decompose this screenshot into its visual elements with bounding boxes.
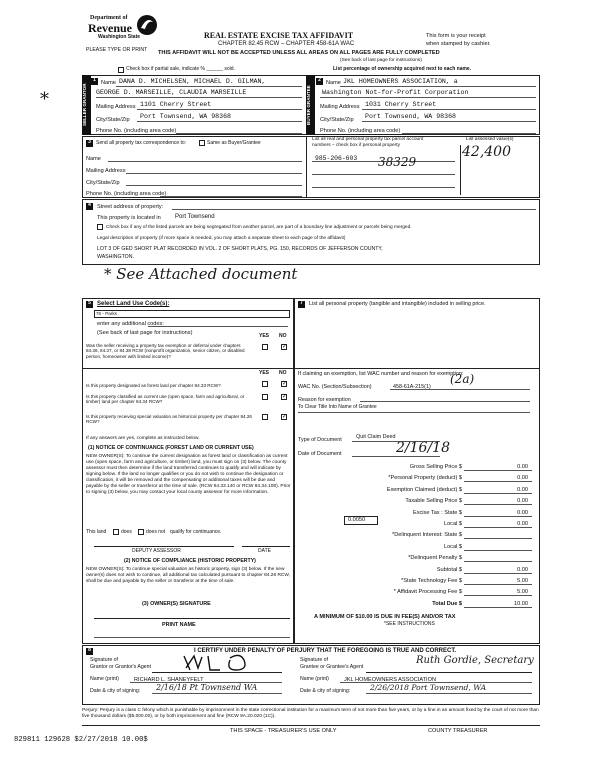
tax-row-label: Gross Selling Price $	[409, 464, 462, 470]
section-5-num: 5	[86, 301, 93, 308]
local-rate-value: 0.0050	[348, 517, 366, 523]
tax-row-label: *Personal Property (deduct) $	[388, 475, 462, 482]
q-exempt-no[interactable]: ✓	[282, 344, 288, 350]
tax-row-value[interactable]: 5.00	[517, 578, 528, 584]
perjury-note: Perjury: Perjury is a class C felony which is punishable by imprisonment in the state correctional institution for a maximum term of not more than five years, or by a fine in an amount fixed by the court of not more than five thousand dollars ($5,000.00), or by both imprisonment and fine (RCW 9A.20.020 (1C)).	[82, 708, 539, 720]
tax-row-value[interactable]: 0.00	[517, 498, 528, 505]
grantee-date[interactable]: 2/26/2018 Port Townsend, WA	[370, 683, 487, 692]
if-yes-text: If any answers are yes, complete as instructed below.	[86, 436, 200, 441]
tax-row-value[interactable]: 0.00	[517, 486, 528, 493]
receipt-note-2: when stamped by cashier.	[426, 41, 491, 47]
s5-see-back: (See back of last page for instructions)	[97, 330, 193, 336]
grantor-name-label: Name (print)	[90, 676, 119, 682]
revenue-text: Revenue	[88, 21, 132, 35]
section-3-num: 3	[86, 140, 93, 147]
q-historic-yes[interactable]	[262, 414, 268, 420]
tax-row-label: *Delinquent Interest: State $	[392, 532, 462, 539]
q-exempt: Was the seller receiving a property tax exemption or deferral under chapters 84.36, 84.37, or 84.38 RCW (nonprofit organization, senior citizen, or disabled person, homeowner with limited income)?	[86, 343, 245, 359]
revenue-logo-icon	[136, 14, 158, 36]
tax-row-label: *State Technology Fee $	[401, 578, 462, 584]
margin-star: *	[40, 89, 49, 110]
seller-phone-label: Phone No. (including area code)	[96, 128, 177, 134]
tax-row-label: Subtotal $	[436, 566, 462, 573]
seller-name-2[interactable]: GEORGE D. MARSEILLE, CLAUDIA MARSEILLE	[96, 89, 247, 96]
continuance-body: NEW OWNER(S): To continue the current designation as forest land or classification as current use (open space, farm and agriculture, or timber) land, you must sign on (3) below. The county assessor must then determine if the land transferred continues to qualify and will indicate by signing below. If the land no longer qualifies or you do not wish to continue the designation or classification, it will be removed and the compensating or additional taxes will be due and payable by the seller or transferor at the time of sale. (RCW 84.33.140 or RCW 84.34.108). Prior to signing (3) below, you may contact your local county assessor for more information.	[86, 454, 291, 495]
seller-mailing-label: Mailing Address	[96, 104, 136, 110]
buyer-name-label: Name	[326, 80, 341, 86]
county-treasurer-label: COUNTY TREASURER	[428, 728, 488, 734]
owner-signature-label: (3) OWNER(S) SIGNATURE	[142, 601, 211, 607]
land-use-label: Select Land Use Code(s):	[97, 301, 170, 307]
exemption-question: If claiming an exemption, list WAC number and reason for exemption:	[298, 371, 464, 377]
grantee-name-label: Name (print)	[300, 676, 329, 682]
no-header-2: NO	[279, 370, 287, 376]
tax-row-value[interactable]: 10.00	[514, 600, 528, 607]
buyer-mailing-label: Mailing Address	[320, 104, 360, 110]
same-as-buyer-checkbox[interactable]	[199, 140, 205, 146]
yes-header-1: YES	[259, 333, 270, 339]
wac-handwritten: (2a)	[450, 372, 475, 386]
grantor-name[interactable]: RICHARD L. SHANEYFELT	[134, 677, 204, 683]
see-back-text: (See back of last page for instructions)	[340, 58, 422, 63]
tax-row-label: Excise Tax : State $	[412, 509, 462, 516]
q-forest-yes[interactable]	[262, 381, 268, 387]
tax-row-label: * Affidavit Processing Fee $	[393, 589, 462, 596]
tax-row-value[interactable]: 0.00	[517, 475, 528, 482]
s3-name-label: Name	[86, 156, 101, 162]
q-forest-no[interactable]: ✓	[282, 381, 288, 387]
grantee-date-label: Date & city of signing:	[300, 688, 351, 694]
percentage-note: List percentage of ownership acquired next to each name.	[333, 66, 472, 72]
tax-row-label: Local $	[443, 521, 462, 527]
reason-label: Reason for exemption	[298, 397, 351, 403]
send-to-label: Send all property tax correspondence to:	[96, 140, 187, 146]
section-4-num: 4	[86, 203, 93, 210]
treasurer-stamp: 829811 129628 $2/27/2018 10.00$	[14, 736, 148, 744]
s3-mailing-label: Mailing Address	[86, 168, 126, 174]
q-current-use-yes[interactable]	[262, 394, 268, 400]
reason-value[interactable]: To Clear Title Into Name of Grantee	[298, 404, 377, 410]
handwritten-assessed-value: 42,400	[462, 144, 511, 160]
state-text: Washington State	[98, 34, 141, 40]
historic-title: (2) NOTICE OF COMPLIANCE (HISTORIC PROPERTY)	[124, 558, 256, 564]
grantor-sig-label-2: Grantor or Grantor's Agent	[90, 664, 151, 670]
buyer-city[interactable]: Port Townsend, WA 98368	[365, 113, 457, 120]
tax-row-label: Local $	[443, 543, 462, 550]
q-historic-no[interactable]: ✓	[282, 414, 288, 420]
seller-tab: SELLER GRANTOR	[82, 75, 91, 135]
receipt-note-1: This form is your receipt	[426, 33, 486, 39]
seller-city[interactable]: Port Townsend, WA 98368	[140, 113, 232, 120]
wac-value[interactable]: 458-61A-215(1)	[393, 384, 431, 390]
grantor-sig-label-1: Signature of	[90, 657, 118, 663]
deputy-date-label: DATE	[258, 548, 271, 554]
q-current-use-no[interactable]: ✓	[282, 394, 288, 400]
tax-row-value[interactable]: 0.00	[517, 566, 528, 573]
land-does-label: This land	[86, 529, 107, 535]
buyer-mailing[interactable]: 1031 Cherry Street	[365, 101, 437, 108]
grantee-sig-label-2: Grantee or Grantee's Agent	[300, 664, 364, 670]
no-header-1: NO	[279, 333, 287, 339]
treasurer-space-label: THIS SPACE - TREASURER'S USE ONLY	[230, 728, 337, 734]
s3-phone-label: Phone No. (including area code)	[86, 191, 167, 197]
grantee-signature: Ruth Gordie, Secretary	[416, 655, 534, 666]
tax-row-label: *Delinquent Penalty $	[408, 555, 462, 562]
street-address-label: Street address of property:	[97, 204, 164, 210]
located-in-value[interactable]: Port Townsend	[175, 214, 215, 220]
qualify-label: qualify for continuance.	[170, 529, 222, 535]
does-not-checkbox[interactable]	[138, 529, 144, 535]
tax-row-label: Exemption Claimed (deduct) $	[386, 486, 462, 493]
grantor-signature-image	[180, 652, 270, 674]
personal-property-label: List all personal property (tangible and intangible) included in selling price.	[309, 301, 486, 307]
assessed-label: List assessed value(s)	[466, 137, 514, 142]
tax-row-value[interactable]: 0.00	[517, 509, 528, 516]
doc-date-value[interactable]: 2/16/18	[396, 440, 450, 456]
chapter-text: CHAPTER 82.45 RCW – CHAPTER 458-61A WAC	[218, 41, 355, 47]
seller-name-1[interactable]: DANA D. MICHELSEN, MICHAEL D. GILMAN,	[119, 78, 266, 85]
seller-mailing[interactable]: 1101 Cherry Street	[140, 101, 212, 108]
certify-text: I CERTIFY UNDER PENALTY OF PERJURY THAT THE FOREGOING IS TRUE AND CORRECT.	[194, 648, 457, 654]
partial-sale-checkbox[interactable]	[118, 67, 124, 73]
same-as-buyer-label: Same as Buyer/Grantee	[207, 140, 261, 146]
q-exempt-yes[interactable]	[262, 344, 268, 350]
see-instructions-note: *SEE INSTRUCTIONS	[384, 621, 435, 627]
does-label: does	[121, 529, 132, 535]
does-not-label: does not	[146, 529, 166, 535]
grantor-date-label: Date & city of signing:	[90, 688, 141, 694]
buyer-tab: BUYER GRANTEE	[306, 75, 315, 135]
type-or-print: PLEASE TYPE OR PRINT	[86, 47, 148, 53]
buyer-name-2[interactable]: Washington Not-for-Profit Corporation	[322, 89, 469, 96]
handwritten-attached-note: * See Attached document	[104, 265, 298, 283]
print-name-label: PRINT NAME	[162, 622, 196, 628]
grantor-date[interactable]: 2/16/18 Pt Townsend WA	[156, 683, 258, 692]
list-parcels-label: List all real and personal property tax parcel account numbers – check box if personal property	[312, 137, 424, 148]
grantee-name[interactable]: JKL HOMEOWNERS ASSOCIATION	[344, 677, 436, 683]
seller-city-label: City/State/Zip	[96, 117, 130, 123]
tax-row-value[interactable]: 5.00	[517, 589, 528, 596]
q-historic: Is this property receiving special valuation as historical property per chapter 84.26 RCW?	[86, 414, 252, 425]
tax-row-label: Taxable Selling Price $	[405, 498, 462, 505]
tax-row-label: Total Due $	[432, 600, 462, 607]
warning-text: THIS AFFIDAVIT WILL NOT BE ACCEPTED UNLESS ALL AREAS ON ALL PAGES ARE FULLY COMPLETED	[158, 50, 440, 56]
additional-codes-label: enter any additional codes:	[97, 321, 164, 327]
s3-city-label: City/State/Zip	[86, 180, 120, 186]
minimum-note: A MINIMUM OF $10.00 IS DUE IN FEE(S) AND/OR TAX	[314, 614, 456, 620]
legal-desc-label: Legal description of property (if more space is needed, you may attach a separate sheet to each page of the affidavit)	[97, 236, 346, 241]
handwritten-parcel: 38329	[378, 155, 417, 169]
yes-header-2: YES	[259, 370, 270, 376]
legal-desc-line-2[interactable]: WASHINGTON.	[97, 254, 134, 260]
q-current-use: Is this property classified as current use (open space, farm and agricultural, or timber) land per chapter 84.34 RCW?	[86, 394, 245, 405]
does-checkbox[interactable]	[113, 529, 119, 535]
seller-name-label: Name	[101, 80, 116, 86]
wac-label: WAC No. (Section/Subsection)	[298, 384, 372, 390]
deputy-assessor-label: DEPUTY ASSESSOR	[132, 548, 181, 554]
doc-date-label: Date of Document	[298, 451, 342, 457]
q-forest: Is this property designated as forest land per chapter 84.33 RCW?	[86, 383, 221, 388]
segregated-label: Check box if any of the listed parcels are being segregated from another parcel, are part of a boundary line adjustment or parcels being merged.	[106, 225, 412, 230]
tax-row-value[interactable]: 0.00	[517, 464, 528, 470]
doc-type-value[interactable]: Quit Claim Deed	[356, 434, 396, 440]
historic-body: NEW OWNER(S): To continue special valuation as historic property, sign (3) below. If the new owner(s) does not wish to continue, all additional tax calculated pursuant to chapter 84.26 RCW, shall be due and payable by the seller or transferor at the time of sale.	[86, 567, 290, 584]
parcel-number[interactable]: 985-206-603	[315, 155, 358, 162]
buyer-phone-label: Phone No. (including area code)	[320, 128, 401, 134]
section-7-num: 7	[298, 301, 305, 308]
buyer-city-label: City/State/Zip	[320, 117, 354, 123]
buyer-name-1[interactable]: JKL HOMEOWNERS ASSOCIATION, a	[343, 78, 458, 85]
land-use-code: 76 - Parks	[96, 311, 117, 316]
page-title: REAL ESTATE EXCISE TAX AFFIDAVIT	[204, 31, 354, 40]
doc-type-label: Type of Document	[298, 437, 342, 443]
grantee-sig-label-1: Signature of	[300, 657, 328, 663]
segregated-checkbox[interactable]	[97, 224, 103, 230]
partial-sale-label: Check box if partial sale, indicate % ______ sold.	[126, 66, 235, 72]
continuance-title: (1) NOTICE OF CONTINUANCE (FOREST LAND OR CURRENT USE)	[88, 445, 254, 451]
legal-desc-line-1[interactable]: LOT 3 OF GED SHORT PLAT RECORDED IN VOL. 2 OF SHORT PLATS, PG. 150, RECORDS OF JEFFERSON COUNTY,	[97, 246, 383, 252]
located-in-label: This property is located in	[97, 215, 161, 221]
dept-of-text: Department of	[90, 15, 128, 21]
section-2-num: 2	[316, 78, 323, 85]
section-8-num: 8	[86, 648, 93, 655]
land-use-select[interactable]	[94, 310, 290, 318]
tax-row-value[interactable]: 0.00	[517, 521, 528, 527]
section-1-num: 1	[91, 78, 98, 85]
